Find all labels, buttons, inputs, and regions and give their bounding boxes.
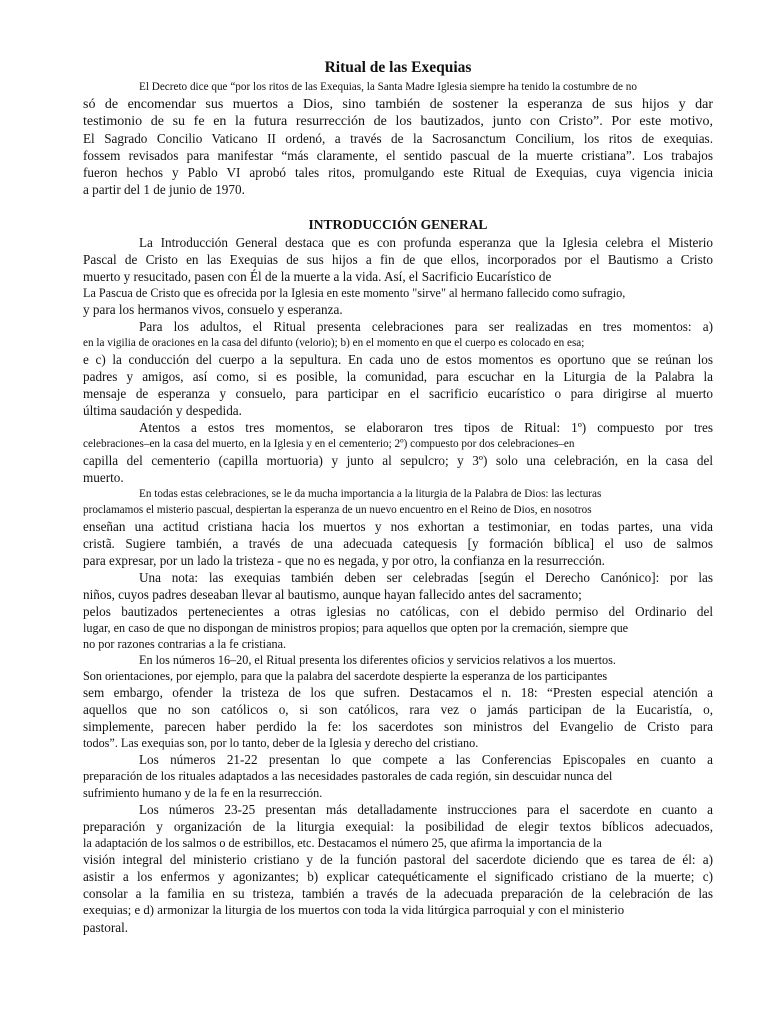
text-line: pelos bautizados pertenecientes a otras iglesias no católicas, con el debido permiso del Ordinario del <box>83 604 713 619</box>
section-heading: INTRODUCCIÓN GENERAL <box>308 217 488 232</box>
document-page <box>83 58 713 936</box>
text-line: la adaptación de los salmos o de estribillos, etc. Destacamos el número 25, que afirma la importancia de la <box>83 836 602 850</box>
text-line: muerto. <box>83 470 124 485</box>
text-line: lugar, en caso de que no dispongan de ministros propios; para aquellos que opten por la cremación, siempre que <box>83 621 629 635</box>
text-line: fueron hechos y Pablo VI aprobó tales ritos, promulgando este Ritual de Exequias, cuya vigencia inicia <box>83 165 713 180</box>
text-line: proclamamos el misterio pascual, despiertan la esperanza de un nuevo encuentro en el Reino de Dios, en nosotros <box>83 504 592 516</box>
paragraph-2 <box>83 318 713 419</box>
paragraph-4 <box>83 486 713 569</box>
text-line: y para los hermanos vivos, consuelo y esperanza. <box>83 302 343 317</box>
text-line: no por razones contrarias a la fe cristiana. <box>83 637 287 651</box>
text-line: Una nota: las exequias también deben ser celebradas [según el Derecho Canónico]: por las <box>139 570 713 585</box>
text-line: El Decreto dice que “por los ritos de las Exequias, la Santa Madre Iglesia siempre ha tenido la costumbre de no <box>139 81 637 93</box>
text-line: sufrimiento humano y de la fe en la resurrección. <box>83 786 323 800</box>
text-line: En todas estas celebraciones, se le da mucha importancia a la liturgia de la Palabra de Dios: las lecturas <box>139 488 602 500</box>
text-line: cristã. Sugiere también, a través de una adecuada catequesis [y formación bíblica] el uso de salmos <box>83 536 713 551</box>
text-line: Los números 23-25 presentan más detalladamente instrucciones para el sacerdote en cuanto a <box>139 802 713 817</box>
text-line: preparación y organización de la liturgia exequial: la posibilidad de elegir textos bíblicos adecuados, <box>83 819 713 834</box>
text-line: simplemente, parecen haber perdido la fe: los sacerdotes son ministros del Evangelio de Cristo para <box>83 719 713 734</box>
text-line: Son orientaciones, por ejemplo, para que la palabra del sacerdote despierte la esperanza de los participantes <box>83 669 608 683</box>
text-line: fossem revisados para manifestar “más claramente, el sentido pascual de la muerte cristiana”. Los trabajos <box>83 148 713 163</box>
text-line: asistir a los enfermos y agonizantes; b) explicar catequéticamente el significado cristiano de la muerte; c) <box>83 869 713 884</box>
paragraph-1 <box>83 234 713 318</box>
text-line: Para los adultos, el Ritual presenta celebraciones para ser realizadas en tres momentos: a) <box>139 319 713 334</box>
text-line: a partir del 1 de junio de 1970. <box>83 182 245 197</box>
text-line: mensaje de esperanza y consuelo, para participar en el sacrificio eucarístico o para dirigirse al muerto <box>83 386 713 401</box>
text-line: muerto y resucitado, pasen con Él de la muerte a la vida. Así, el Sacrificio Eucarístico de <box>83 269 552 284</box>
text-line: e c) la conducción del cuerpo a la sepultura. En cada uno de estos momentos es oportuno que se reúnan los <box>83 352 713 367</box>
text-line: preparación de los rituales adaptados a las necesidades pastorales de cada región, sin descuidar nunca del <box>83 769 613 783</box>
paragraph-7 <box>83 751 713 801</box>
text-line: El Sagrado Concilio Vaticano II ordenó, a través de la Sacrosanctum Concilium, los ritos de exequias. <box>83 131 713 146</box>
paragraph-5 <box>83 569 713 652</box>
text-line: todos”. Las exequias son, por lo tanto, deber de la Iglesia y derecho del cristiano. <box>83 736 479 750</box>
text-line: Los números 21-22 presentan lo que compete a las Conferencias Episcopales en cuanto a <box>139 752 713 767</box>
text-line: La Introducción General destaca que es con profunda esperanza que la Iglesia celebra el Misterio <box>139 235 713 250</box>
intro-paragraph <box>83 78 713 198</box>
text-line: aquellos que no son católicos o, si son católicos, rara vez o jamás participan de la Eucaristía, o, <box>83 702 713 717</box>
text-line: capilla del cementerio (capilla mortuoria) y junto al sepulcro; y 3º) solo una celebración, en la casa del <box>83 453 713 468</box>
document-title: Ritual de las Exequias <box>324 59 472 76</box>
text-line: En los números 16–20, el Ritual presenta los diferentes oficios y servicios relativos a los muertos. <box>139 653 616 667</box>
text-line: última saudación y despedida. <box>83 403 242 418</box>
text-line: Pascal de Cristo en las Exequias de sus hijos a fin de que ellos, incorporados por el Bautismo a Cristo <box>83 252 713 267</box>
text-line: Atentos a estos tres momentos, se elaboraron tres tipos de Ritual: 1º) compuesto por tres <box>139 420 713 435</box>
text-line: testimonio de su fe en la futura resurrección de los bautizados, junto con Cristo”. Por este motivo, <box>83 114 713 129</box>
paragraph-8 <box>83 801 713 936</box>
text-line: La Pascua de Cristo que es ofrecida por la Iglesia en este momento "sirve" al hermano fallecido como sufragio, <box>83 286 626 300</box>
text-line: consolar a la familia en su tristeza, también a través de la adecuada preparación de la celebración de las <box>83 886 713 901</box>
text-line: sem embargo, ofender la tristeza de los que sufren. Destacamos el n. 18: “Presten especial atención a <box>83 685 713 700</box>
text-line: para expresar, por un lado la tristeza - que no es negada, y por otro, la confianza en la resurrección. <box>83 553 605 568</box>
text-line: pastoral. <box>83 920 129 935</box>
paragraph-6 <box>83 652 713 751</box>
paragraph-3 <box>83 419 713 486</box>
text-line: enseñan una actitud cristiana hacia los muertos y nos exhortan a testimoniar, en todas partes, una vida <box>83 519 713 534</box>
text-line: exequias; e d) armonizar la liturgia de los muertos con toda la vida litúrgica parroquial y con el ministerio <box>83 903 625 917</box>
text-line: niños, cuyos padres deseaban llevar al bautismo, aunque hayan fallecido antes del sacramento; <box>83 587 582 602</box>
text-line: padres y amigos, así como, si es posible, la comunidad, para escuchar en la Liturgia de la Palabra la <box>83 369 713 384</box>
text-line: celebraciones–en la casa del muerto, en la Iglesia y en el cementerio; 2º) compuesto por dos celebraciones–en <box>83 438 575 450</box>
text-line: en la vigilia de oraciones en la casa del difunto (velorio); b) en el momento en que el cuerpo es colocado en esa; <box>83 337 585 349</box>
text-line: visión integral del ministerio cristiano y de la función pastoral del sacerdote diciendo que es tarea de él: a) <box>83 852 713 867</box>
text-line: só de encomendar sus muertos a Dios, sino también de sostener la esperanza de sus hijos y dar <box>83 97 713 112</box>
